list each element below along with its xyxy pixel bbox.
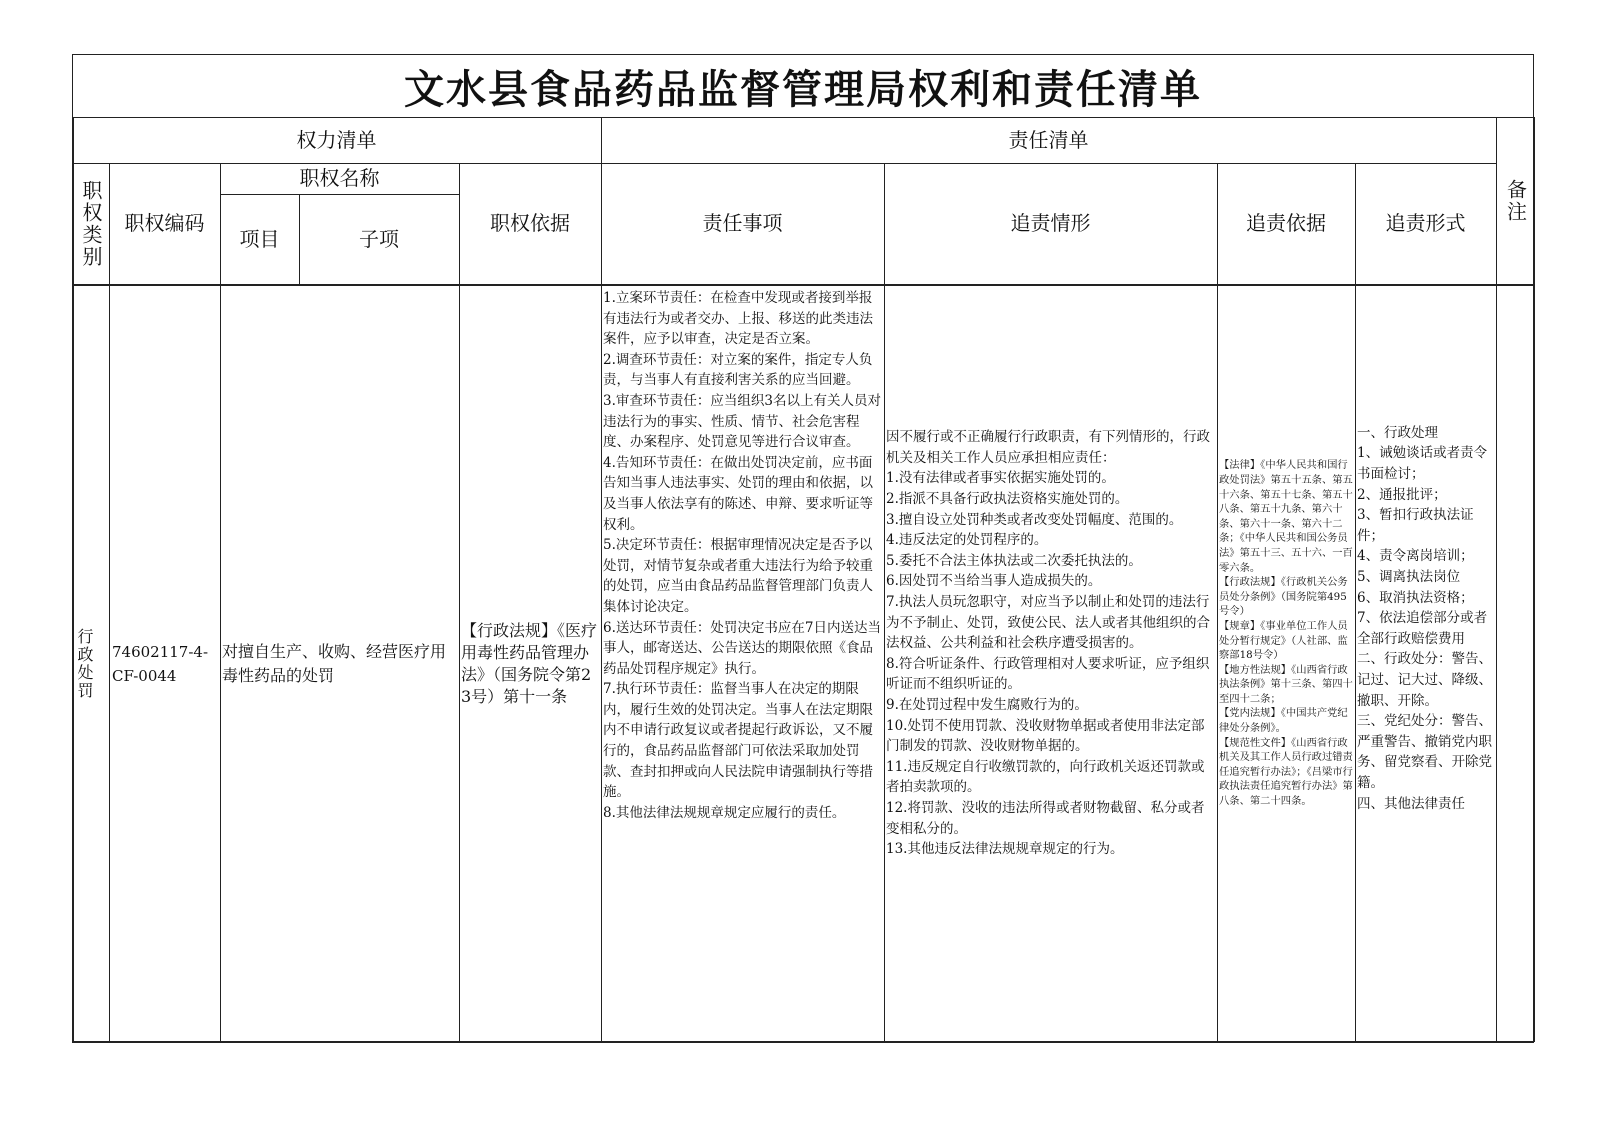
header-code: 职权编码: [124, 211, 205, 235]
row-basis: 【行政法规】《医疗用毒性药品管理办法》（国务院令第23号）第十一条: [461, 620, 598, 706]
row-accountability: [886, 286, 1216, 1041]
header-responsibility-list: 责任清单: [1008, 127, 1089, 152]
header-name: 职权名称: [299, 166, 380, 190]
row-accountability-text: 因不履行或不正确履行行政职责，有下列情形的，行政机关及相关工作人员应承担相应责任： 1.没有法律或者事实依据实施处罚的。 2.指派不具备行政执法资格实施处罚的。 3.擅自设立处罚种类或者改变处罚幅度、范围的。 4.违反法定的处罚程序的。 5.委托不合法主体执法或二次委托执法的。 6.因处罚不当给当事人造成损失的。 7.执法人员玩忽职守，对应当予以制止和处罚的违法行为不予制止、处罚，致使公民、法人或者其他组织的合法权益、公共利益和社会秩序遭受损害的。 8.符合听证条件、行政管理相对人要求听证，应予组织听证而不组织听证的。 9.在处罚过程中发生腐败行为的。 10.处罚不使用罚款、没收财物单据或者使用非法定部门制发的罚款、没收财物单据的。 11.违反规定自行收缴罚款的，向行政机关返还罚款或者拍卖款项的。 12.将罚款、没收的违法所得或者财物截留、私分或者变相私分的。 13.其他违反法律法规规章规定的行为。: [886, 429, 1210, 858]
header-acc-basis: 追责依据: [1246, 211, 1326, 235]
row-acc-form-text: 一、行政处理 1、诫勉谈话或者责令书面检讨； 2、通报批评； 3、暂扣行政执法证件； 4、责令离岗培训； 5、调离执法岗位 6、取消执法资格； 7、依法追偿部分或者全部行政赔偿费用 二、行政处分：警告、记过、记大过、降级、撤职、开除。 三、党纪处分：警告、严重警告、撤销党内职务、留党察看、开除党籍。 四、其他法律责任: [1357, 424, 1492, 812]
header-category-text: 职权类别: [79, 179, 103, 268]
header-item: 项目: [239, 226, 280, 251]
header-subitem: 子项: [359, 226, 399, 251]
row-acc-basis: [1219, 286, 1354, 1041]
header-acc-form: 追责形式: [1385, 211, 1466, 235]
header-basis: 职权依据: [490, 211, 570, 235]
header-category: [72, 163, 109, 284]
row-responsibilities: 1.立案环节责任：在检查中发现或者接到举报有违法行为或者交办、上报、移送的此类违法案件，应予以审查，决定是否立案。 2.调查环节责任：对立案的案件，指定专人负责，与当事人有直接利害关系的应当回避。 3.审查环节责任：应当组织3名以上有关人员对违法行为的事实、性质、情节、社会危害程度、办案程序、处罚意见等进行合议审查。 4.告知环节责任：在做出处罚决定前，应书面告知当事人违法事实、处罚的理由和依据，以及当事人依法享有的陈述、申辩、要求听证等权利。 5.决定环节责任：根据审理情况决定是否予以处罚，对情节复杂或者重大违法行为给予较重的处罚，应当由食品药品监督管理部门负责人集体讨论决定。 6.送达环节责任：处罚决定书应在7日内送达当事人，邮寄送达、公告送达的期限依照《食品药品处罚程序规定》执行。 7.执行环节责任：监督当事人在决定的期限内，履行生效的处罚决定。当事人在法定期限内不申请行政复议或者提起行政诉讼，又不履行的，食品药品监督部门可依法采取加处罚款、查封扣押或向人民法院申请强制执行等措施。 8.其他法律法规规章规定应履行的责任。: [603, 290, 881, 821]
header-remarks-text: 备注: [1503, 178, 1528, 223]
header-power-list: 权力清单: [296, 127, 377, 152]
page-title: 文水县食品药品监督管理局权利和责任清单: [72, 54, 1534, 118]
row-acc-form: [1357, 286, 1495, 1041]
row-code: 74602117-4-CF-0044: [112, 642, 209, 685]
header-remarks: [1496, 117, 1534, 284]
row-acc-basis-text: 【法律】《中华人民共和国行政处罚法》第五十五条、第五十六条、第五十七条、第五十八条、第五十九条、第六十条、第六十一条、第六十二条；《中华人民共和国公务员法》第五十三、五十六、一百零六条。 【行政法规】《行政机关公务员处分条例》（国务院第495号令） 【规章】《事业单位工作人员处分暂行规定》（人社部、监察部18号令） 【地方性法规】《山西省行政执法条例》第十三条、第四十至四十二条； 【党内法规】《中国共产党纪律处分条例》。 【规范性文件】《山西省行政机关及其工作人员行政过错责任追究暂行办法》；《吕梁市行政执法责任追究暂行办法》第八条、第二十四条。: [1219, 459, 1353, 808]
row-category: [72, 286, 111, 1041]
row-category-text: 行政处罚: [75, 627, 94, 700]
row-remarks: [1498, 286, 1532, 1041]
row-item: 对擅自生产、收购、经营医疗用毒性药品的处罚: [222, 641, 447, 685]
header-resp-items: 责任事项: [702, 211, 783, 235]
header-accountability: 追责情形: [1010, 211, 1091, 235]
